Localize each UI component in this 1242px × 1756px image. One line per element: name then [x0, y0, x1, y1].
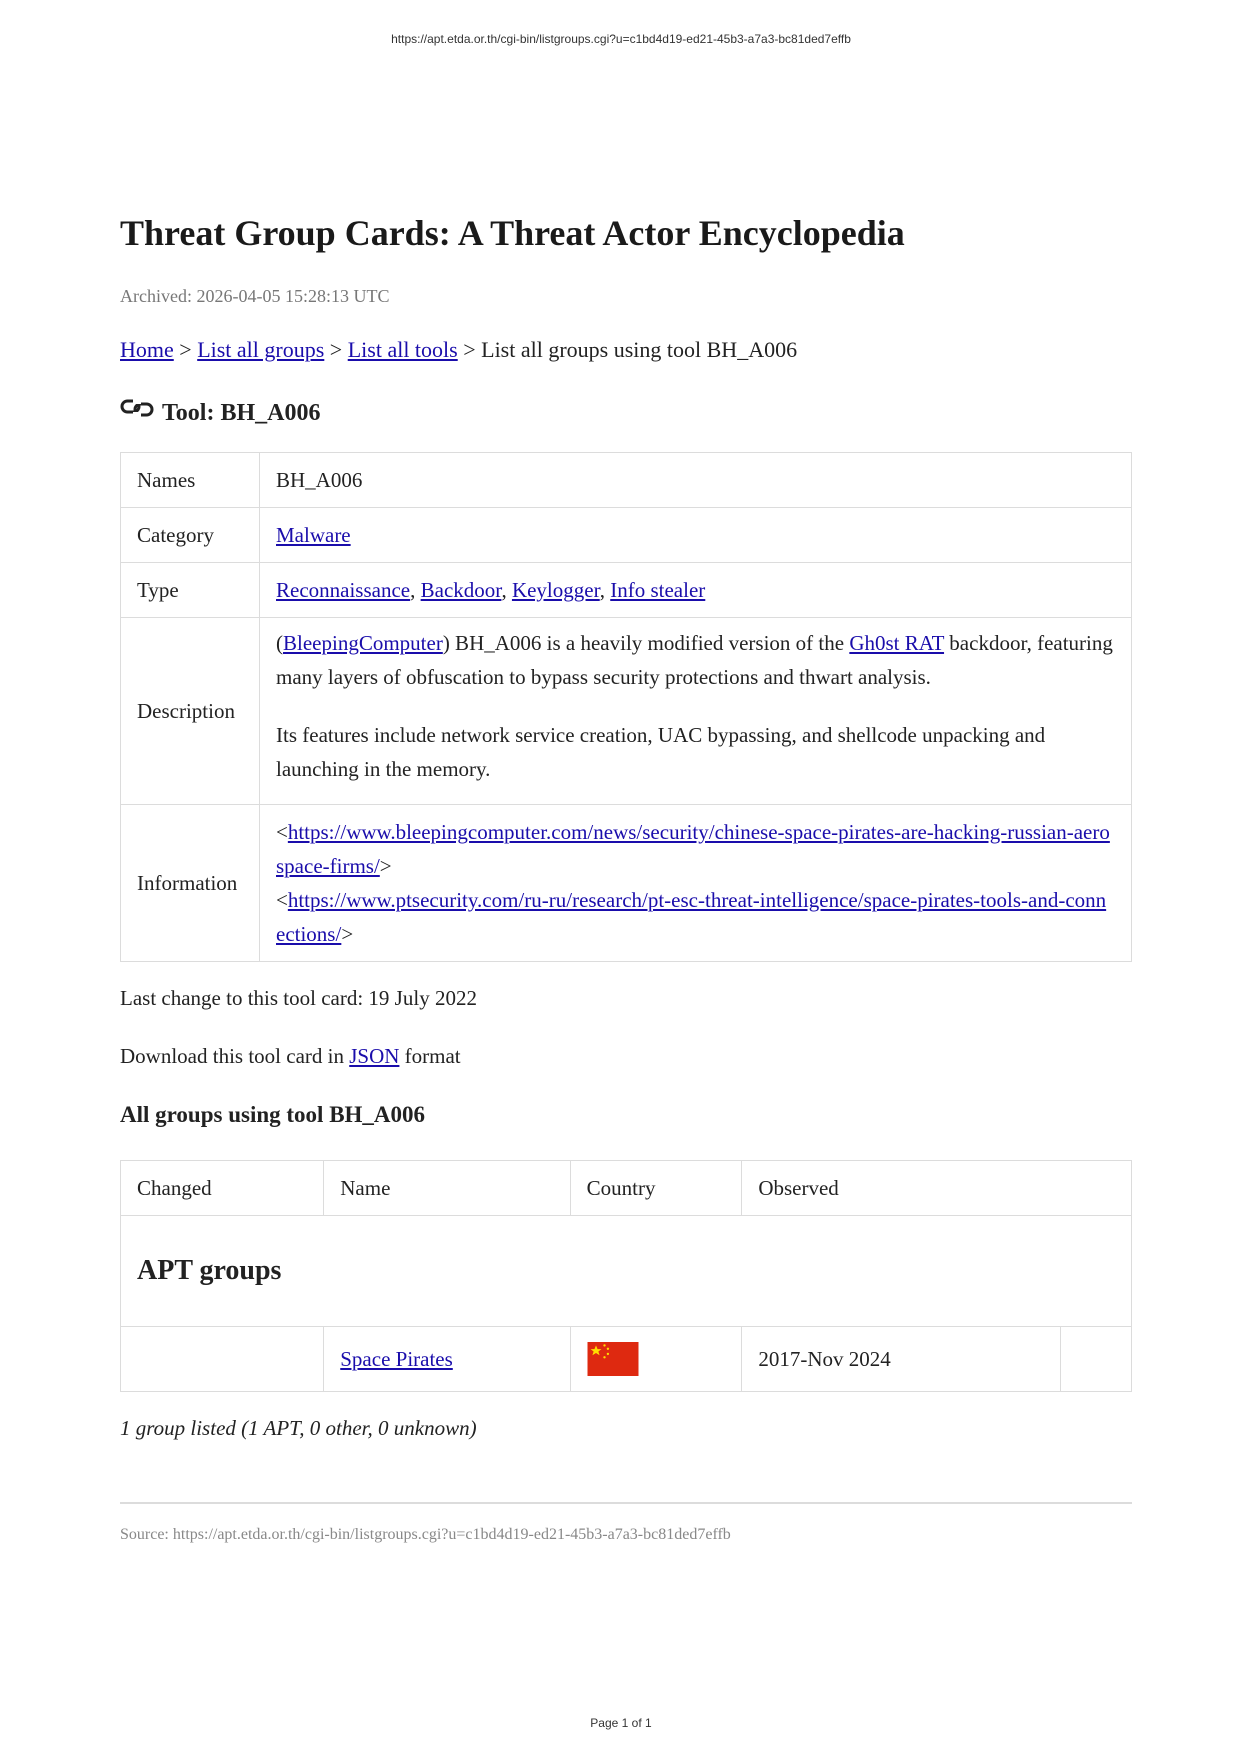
breadcrumb-tools-link[interactable]: List all tools	[347, 337, 458, 362]
category-malware-link[interactable]: Malware	[276, 523, 351, 547]
tool-info-table	[120, 452, 1132, 962]
category-value	[260, 508, 1132, 563]
desc-open-paren: (	[276, 631, 283, 655]
last-change-text: Last change to this tool card: 19 July 2022	[120, 986, 477, 1010]
column-header-observed[interactable]: Observed	[742, 1161, 1132, 1216]
download-json-link[interactable]: JSON	[349, 1044, 400, 1068]
desc-text: backdoor, featuring many layers of obfuscation to bypass security protections and thwart analysis.	[276, 631, 1113, 689]
breadcrumb-separator: >	[324, 337, 348, 362]
table-row	[121, 1327, 1132, 1392]
download-prefix: Download this tool card in	[120, 1044, 350, 1068]
type-separator: ,	[501, 578, 512, 602]
info-ptsecurity-link[interactable]: https://www.ptsecurity.com/ru-ru/research/pt-esc-threat-intelligence/space-pirates-tools-and-connections/	[276, 888, 1107, 946]
type-backdoor-link[interactable]: Backdoor	[420, 578, 502, 602]
breadcrumb-separator: >	[173, 337, 198, 362]
info-bleepingcomputer-link[interactable]: https://www.bleepingcomputer.com/news/security/chinese-space-pirates-are-hacking-russian-aerospace-firms/	[276, 820, 1110, 878]
type-reconnaissance-link[interactable]: Reconnaissance	[276, 578, 411, 602]
page-number: Page 1 of 1	[590, 1716, 652, 1730]
breadcrumb-current: > List all groups using tool BH_A006	[457, 337, 798, 362]
table-row	[121, 618, 1132, 805]
main-content	[120, 210, 1132, 1546]
groups-table	[120, 1160, 1132, 1392]
gt-bracket: >	[379, 854, 392, 878]
group-name-cell	[324, 1327, 570, 1392]
column-header-changed[interactable]: Changed	[121, 1161, 324, 1216]
print-header-url: https://apt.etda.or.th/cgi-bin/listgroups.cgi?u=c1bd4d19-ed21-45b3-a7a3-bc81ded7effb	[391, 32, 851, 46]
group-observed-cell: 2017-Nov 2024	[742, 1327, 1061, 1392]
type-label: Type	[121, 563, 260, 618]
breadcrumb	[120, 336, 1132, 364]
group-country-cell	[570, 1327, 742, 1392]
column-header-country[interactable]: Country	[570, 1161, 742, 1216]
china-flag-icon	[587, 1342, 639, 1376]
information-label: Information	[121, 805, 260, 962]
page-title: Threat Group Cards: A Threat Actor Encyclopedia	[120, 213, 905, 253]
group-extra-cell	[1061, 1327, 1132, 1392]
archived-timestamp: Archived: 2026-04-05 15:28:13 UTC	[120, 286, 390, 306]
type-keylogger-link[interactable]: Keylogger	[511, 578, 600, 602]
tool-heading-text: Tool: BH_A006	[162, 400, 321, 426]
table-row	[121, 453, 1132, 508]
source-text: Source: https://apt.etda.or.th/cgi-bin/listgroups.cgi?u=c1bd4d19-ed21-45b3-a7a3-bc81ded7effb	[120, 1526, 731, 1543]
desc-gh0st-rat-link[interactable]: Gh0st RAT	[849, 631, 945, 655]
table-row	[121, 508, 1132, 563]
section-row	[121, 1216, 1132, 1327]
desc-source-link[interactable]: BleepingComputer	[283, 631, 443, 655]
gt-bracket: >	[341, 922, 354, 946]
description-paragraph: Its features include network service creation, UAC bypassing, and shellcode unpacking and launching in the memory.	[276, 723, 1046, 781]
group-changed-cell	[121, 1327, 324, 1392]
type-info-stealer-link[interactable]: Info stealer	[610, 578, 706, 602]
info-link-line	[276, 815, 1115, 883]
information-value	[260, 805, 1132, 962]
description-value	[260, 618, 1132, 805]
type-value	[260, 563, 1132, 618]
type-separator: ,	[599, 578, 611, 602]
description-paragraph	[276, 626, 1115, 694]
download-suffix: format	[399, 1044, 461, 1068]
description-label: Description	[121, 618, 260, 805]
category-label: Category	[121, 508, 260, 563]
type-separator: ,	[410, 578, 421, 602]
groups-heading: All groups using tool BH_A006	[120, 1102, 426, 1127]
table-row	[121, 563, 1132, 618]
lt-bracket: <	[276, 820, 288, 844]
breadcrumb-home-link[interactable]: Home	[120, 337, 174, 362]
table-row	[121, 805, 1132, 962]
link-icon	[120, 398, 154, 418]
group-space-pirates-link[interactable]: Space Pirates	[340, 1346, 453, 1371]
names-label: Names	[121, 453, 260, 508]
column-header-name[interactable]: Name	[324, 1161, 570, 1216]
info-link-line	[276, 883, 1115, 951]
divider	[120, 1502, 1132, 1504]
tool-heading	[120, 398, 1132, 428]
desc-text: ) BH_A006 is a heavily modified version of the	[442, 631, 850, 655]
groups-summary: 1 group listed (1 APT, 0 other, 0 unknown)	[120, 1416, 477, 1440]
download-text	[120, 1042, 1132, 1070]
section-title-apt-groups: APT groups	[121, 1216, 1132, 1327]
table-header-row	[121, 1161, 1132, 1216]
breadcrumb-groups-link[interactable]: List all groups	[197, 337, 325, 362]
lt-bracket: <	[276, 888, 288, 912]
names-value: BH_A006	[260, 453, 1132, 508]
